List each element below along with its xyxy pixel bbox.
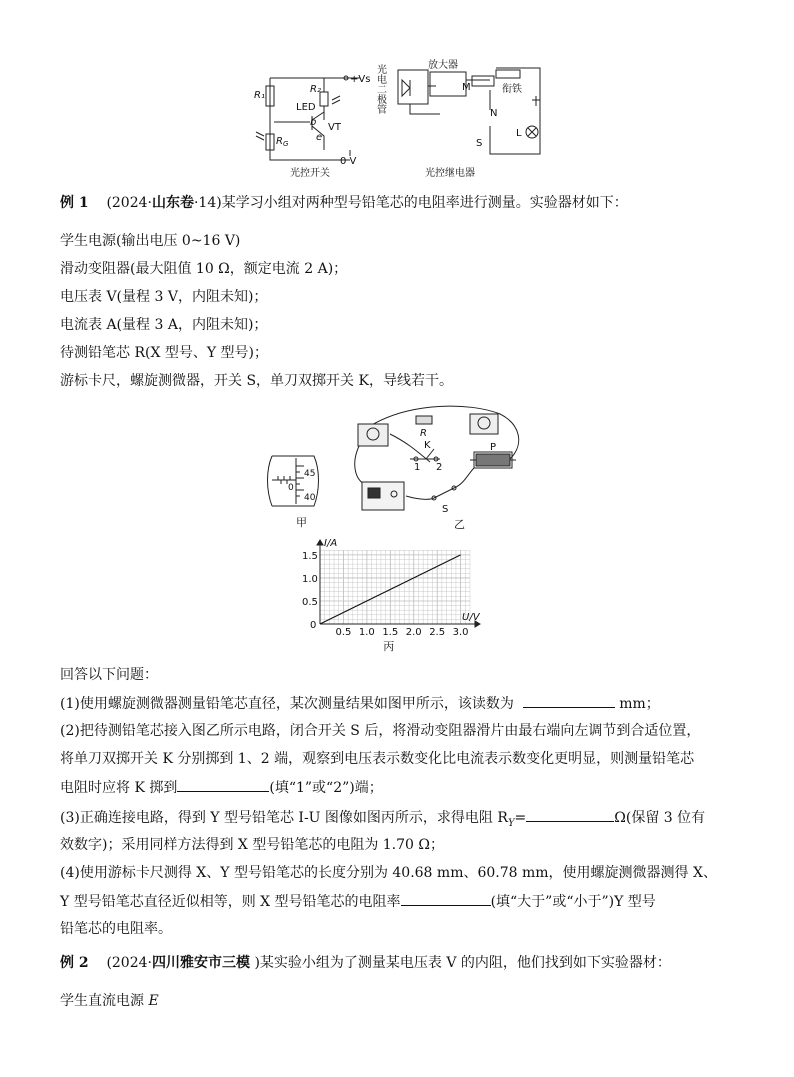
yi-label-2: 2: [436, 462, 443, 473]
x-axis-label: U/V: [462, 612, 480, 623]
equipment-item: 电压表 V(量程 3 V，内阻未知)；: [60, 289, 268, 305]
jia-tick-40: 40: [304, 493, 316, 503]
label-armature: 衔铁: [502, 84, 522, 95]
answer-blank-q4[interactable]: [401, 891, 491, 906]
question-3-line1: (3)正确连接电路，得到 Y 型号铅笔芯 I-U 图像如图丙所示，求得电阻 $R_Y= \Omega$(保留 3 位有: [60, 807, 705, 834]
example1-source: 山东卷: [151, 195, 194, 211]
questions-heading: 回答以下问题：: [60, 667, 158, 683]
label-vt: VT: [328, 122, 341, 133]
example2-intro: 某实验小组为了测量某电压表 V 的内阻，他们找到如下实验器材：: [259, 955, 671, 971]
equipment-item: 待测铅笔芯 R(X 型号、Y 型号)；: [60, 345, 269, 361]
x-tick-label: 2.5: [429, 627, 446, 638]
question-4-line1: (4)使用游标卡尺测得 X、Y 型号铅笔芯的长度分别为 40.68 mm、60.78 mm，使用螺旋测微器测得 X、: [60, 865, 717, 881]
example2-header: 例 2 (2024·四川雅安市三模 )某实验小组为了测量某电压表 V 的内阻，他们找到如下实验器材：: [60, 955, 671, 971]
caption-yi: 乙: [454, 518, 465, 531]
origin-label: 0: [310, 620, 317, 631]
label-n: N: [490, 108, 498, 119]
question-4-line2: Y 型号铅笔芯直径近似相等，则 X 型号铅笔芯的电阻率 (填“大于”或“小于”)Y 型号: [60, 891, 656, 912]
label-rg: $R_G$: [276, 136, 289, 148]
question-2-line3: 电阻时应将 K 掷到 (填“1”或“2”)端；: [60, 777, 383, 798]
y-axis-label: I/A: [324, 538, 338, 549]
x-tick-label: 2.0: [405, 627, 422, 638]
yi-label-1: 1: [414, 462, 421, 473]
caption-bing: 丙: [383, 640, 395, 653]
yi-label-s: S: [442, 504, 449, 515]
y-axis-arrow: [317, 540, 323, 545]
caption-light-relay: 光控继电器: [425, 168, 475, 179]
example2-item1: 学生直流电源 E: [60, 993, 159, 1009]
label-m: M: [462, 82, 471, 93]
yi-label-p: P: [490, 442, 497, 453]
equipment-item: 学生电源(输出电压 0~16 V): [60, 233, 241, 249]
x-tick-label: 0.5: [335, 627, 352, 638]
y-tick-label: 1.0: [302, 573, 318, 585]
question-1: (1)使用螺旋测微器测量铅笔芯直径，某次测量结果如图甲所示，该读数为 mm；: [60, 693, 660, 714]
label-amplifier: 放大器: [428, 60, 458, 71]
label-led: LED: [296, 102, 316, 113]
question-2-line1: (2)把待测铅笔芯接入图乙所示电路，闭合开关 S 后，将滑动变阻器滑片由最右端向左调节到合适位置，: [60, 723, 701, 739]
figure-jia-micrometer: [266, 450, 348, 530]
x-tick-label: 1.0: [358, 627, 375, 638]
caption-light-switch: 光控开关: [290, 168, 330, 179]
label-l: L: [516, 128, 522, 139]
label-vs: +Vs: [350, 74, 371, 85]
figure-bing-chart: [296, 538, 496, 656]
example1-label: 例 1: [60, 195, 89, 211]
answer-blank-q3[interactable]: [526, 807, 614, 822]
label-e: e: [316, 132, 323, 143]
answer-blank-q1[interactable]: [523, 693, 615, 708]
y-tick-label: 0.5: [302, 596, 318, 608]
jia-tick-45: 45: [304, 469, 316, 479]
answer-blank-q2[interactable]: [177, 777, 269, 792]
equipment-item: 滑动变阻器(最大阻值 10 Ω，额定电流 2 A)；: [60, 261, 348, 277]
question-2-line2: 将单刀双掷开关 K 分别掷到 1、2 端，观察到电压表示数变化比电流表示数变化更明显，则测量铅笔芯: [60, 751, 695, 767]
figure-yi-circuit: [350, 404, 530, 532]
y-tick-label: 1.5: [302, 550, 318, 562]
label-zero-v: 0 V: [340, 156, 357, 167]
x-tick-label: 3.0: [452, 627, 469, 638]
example1-header: 例 1 (2024·山东卷·14)某学习小组对两种型号铅笔芯的电阻率进行测量。实验器材如下：: [60, 195, 628, 211]
example2-source: 四川雅安市三模: [151, 955, 250, 971]
example2-label: 例 2: [60, 955, 89, 971]
top-circuit-figure: [250, 50, 550, 180]
label-r1: R₁: [254, 90, 265, 101]
x-tick-label: 1.5: [382, 627, 399, 638]
equipment-item: 电流表 A(量程 3 A，内阻未知)；: [60, 317, 268, 333]
label-r2: R₂: [310, 84, 321, 95]
label-s: S: [476, 138, 483, 149]
question-4-line3: 铅笔芯的电阻率。: [60, 921, 172, 937]
question-3-line2: 效数字)；采用同样方法得到 X 型号铅笔芯的电阻为 1.70 Ω；: [60, 837, 445, 853]
yi-label-r: R: [420, 428, 427, 439]
jia-zero: 0: [288, 483, 294, 493]
label-b: b: [310, 117, 317, 128]
yi-label-k: K: [424, 440, 431, 451]
caption-jia: 甲: [296, 516, 307, 529]
label-photodiode: 光电二极管: [374, 64, 386, 114]
example1-intro: 某学习小组对两种型号铅笔芯的电阻率进行测量。实验器材如下：: [221, 195, 628, 211]
equipment-item: 游标卡尺，螺旋测微器，开关 S，单刀双掷开关 K，导线若干。: [60, 373, 453, 389]
